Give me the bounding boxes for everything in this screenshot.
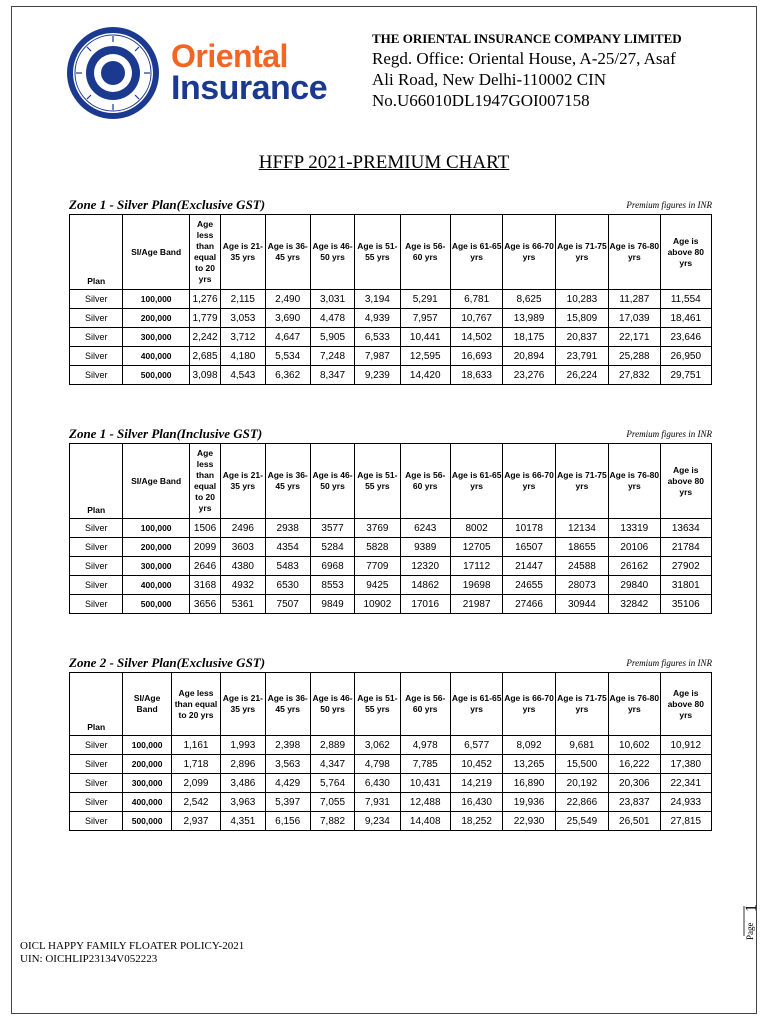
premium-cell: 5,291 [400, 290, 450, 309]
premium-cell: 13,989 [503, 309, 555, 328]
sum-insured-cell: 500,000 [123, 595, 190, 614]
column-header-age: Age is 66-70 yrs [503, 215, 555, 290]
column-header-age: Age is 46-50 yrs [310, 673, 354, 736]
policy-footer [20, 940, 244, 966]
premium-cell: 14,502 [450, 328, 502, 347]
premium-cell: 3,486 [221, 774, 265, 793]
column-header-age: Age is 36-45 yrs [265, 444, 310, 519]
premium-cell: 4,429 [265, 774, 310, 793]
premium-cell: 8,347 [310, 366, 354, 385]
premium-cell: 25,549 [555, 812, 608, 831]
premium-cell: 8553 [310, 576, 354, 595]
premium-cell: 27902 [660, 557, 711, 576]
premium-cell: 12,488 [400, 793, 450, 812]
currency-note: Premium figures in INR [626, 200, 712, 210]
premium-table [69, 443, 712, 614]
premium-cell: 23,646 [660, 328, 711, 347]
sum-insured-cell: 400,000 [123, 347, 190, 366]
premium-cell: 7,987 [355, 347, 400, 366]
premium-cell: 6,430 [355, 774, 400, 793]
brand-line-1: Oriental [171, 38, 288, 74]
table-row [70, 774, 712, 793]
premium-cell: 3168 [189, 576, 220, 595]
premium-cell: 14,219 [450, 774, 502, 793]
premium-cell: 8,625 [503, 290, 555, 309]
premium-cell: 9389 [400, 538, 450, 557]
premium-cell: 10,283 [555, 290, 608, 309]
premium-cell: 3,712 [221, 328, 265, 347]
premium-cell: 17,039 [609, 309, 660, 328]
column-header-age: Age is 66-70 yrs [503, 444, 555, 519]
company-info [372, 30, 722, 111]
column-header-age: Age is 36-45 yrs [265, 673, 310, 736]
premium-cell: 9849 [310, 595, 354, 614]
premium-cell: 20,306 [609, 774, 660, 793]
premium-cell: 4,939 [355, 309, 400, 328]
premium-cell: 20,837 [555, 328, 608, 347]
column-header-si: SI/Age Band [123, 673, 171, 736]
column-header-age: Age is 36-45 yrs [265, 215, 310, 290]
premium-cell: 26,950 [660, 347, 711, 366]
sum-insured-cell: 500,000 [123, 366, 190, 385]
plan-cell: Silver [70, 774, 123, 793]
premium-cell: 2,685 [189, 347, 220, 366]
column-header-age: Age is 51-55 yrs [355, 444, 400, 519]
plan-cell: Silver [70, 812, 123, 831]
premium-section [69, 657, 712, 831]
column-header-age: Age is 61-65 yrs [450, 444, 502, 519]
premium-cell: 29840 [609, 576, 660, 595]
column-header-age: Age is above 80 yrs [660, 215, 711, 290]
sum-insured-cell: 200,000 [123, 755, 171, 774]
premium-cell: 12320 [400, 557, 450, 576]
premium-cell: 6243 [400, 519, 450, 538]
column-header-age: Age is 56-60 yrs [400, 673, 450, 736]
premium-cell: 2646 [189, 557, 220, 576]
policy-name: OICL HAPPY FAMILY FLOATER POLICY-2021 [20, 940, 245, 952]
premium-cell: 6,781 [450, 290, 502, 309]
premium-cell: 6968 [310, 557, 354, 576]
premium-cell: 16,222 [609, 755, 660, 774]
premium-cell: 13634 [660, 519, 711, 538]
premium-cell: 3,194 [355, 290, 400, 309]
premium-section [69, 428, 712, 614]
plan-cell: Silver [70, 309, 123, 328]
premium-cell: 27,815 [660, 812, 711, 831]
premium-cell: 8002 [450, 519, 502, 538]
premium-cell: 4380 [221, 557, 265, 576]
column-header-age: Age is 76-80 yrs [609, 444, 660, 519]
premium-cell: 6,156 [265, 812, 310, 831]
premium-cell: 7,785 [400, 755, 450, 774]
column-header-plan: Plan [70, 673, 123, 736]
premium-cell: 22,341 [660, 774, 711, 793]
column-header-age: Age is 21-35 yrs [221, 215, 265, 290]
premium-cell: 32842 [609, 595, 660, 614]
premium-cell: 4932 [221, 576, 265, 595]
column-header-plan: Plan [70, 444, 123, 519]
plan-cell: Silver [70, 736, 123, 755]
sum-insured-cell: 300,000 [123, 328, 190, 347]
table-row [70, 328, 712, 347]
table-row [70, 347, 712, 366]
premium-cell: 2099 [189, 538, 220, 557]
premium-cell: 3603 [221, 538, 265, 557]
premium-cell: 2938 [265, 519, 310, 538]
currency-note: Premium figures in INR [626, 658, 712, 668]
column-header-age: Age is 46-50 yrs [310, 444, 354, 519]
premium-cell: 7,931 [355, 793, 400, 812]
premium-cell: 4,647 [265, 328, 310, 347]
table-row [70, 736, 712, 755]
premium-cell: 2,896 [221, 755, 265, 774]
premium-cell: 2,889 [310, 736, 354, 755]
premium-cell: 18,461 [660, 309, 711, 328]
currency-note: Premium figures in INR [626, 429, 712, 439]
plan-cell: Silver [70, 595, 123, 614]
premium-cell: 21784 [660, 538, 711, 557]
premium-cell: 10,912 [660, 736, 711, 755]
premium-cell: 18,252 [450, 812, 502, 831]
premium-cell: 13319 [609, 519, 660, 538]
premium-cell: 4,180 [221, 347, 265, 366]
page-number: 1 [743, 904, 760, 912]
premium-cell: 4354 [265, 538, 310, 557]
premium-cell: 5284 [310, 538, 354, 557]
plan-cell: Silver [70, 576, 123, 595]
premium-cell: 5361 [221, 595, 265, 614]
address-line: No.U66010DL1947GOI007158 [372, 91, 590, 110]
premium-cell: 7507 [265, 595, 310, 614]
plan-cell: Silver [70, 290, 123, 309]
table-row [70, 557, 712, 576]
sum-insured-cell: 300,000 [123, 774, 171, 793]
premium-cell: 2,398 [265, 736, 310, 755]
premium-cell: 16,693 [450, 347, 502, 366]
premium-cell: 8,092 [503, 736, 555, 755]
document-title: HFFP 2021-PREMIUM CHART [258, 152, 510, 173]
premium-cell: 20106 [609, 538, 660, 557]
policy-uin: UIN: OICHLIP23134V052223 [20, 953, 158, 965]
column-header-age: Age is 21-35 yrs [221, 444, 265, 519]
premium-cell: 26162 [609, 557, 660, 576]
premium-cell: 2496 [221, 519, 265, 538]
premium-cell: 26,501 [609, 812, 660, 831]
plan-cell: Silver [70, 347, 123, 366]
premium-cell: 11,554 [660, 290, 711, 309]
premium-cell: 28073 [555, 576, 608, 595]
column-header-si: SI/Age Band [123, 215, 190, 290]
premium-cell: 10,602 [609, 736, 660, 755]
premium-cell: 5828 [355, 538, 400, 557]
plan-cell: Silver [70, 519, 123, 538]
premium-cell: 16507 [503, 538, 555, 557]
column-header-age: Age is 71-75 yrs [555, 444, 608, 519]
premium-cell: 16,890 [503, 774, 555, 793]
premium-cell: 6,533 [355, 328, 400, 347]
premium-cell: 7,055 [310, 793, 354, 812]
premium-cell: 20,894 [503, 347, 555, 366]
premium-cell: 2,490 [265, 290, 310, 309]
premium-cell: 7,248 [310, 347, 354, 366]
sum-insured-cell: 100,000 [123, 736, 171, 755]
premium-cell: 3,098 [189, 366, 220, 385]
column-header-si: SI/Age Band [123, 444, 190, 519]
premium-cell: 10,431 [400, 774, 450, 793]
premium-cell: 4,978 [400, 736, 450, 755]
premium-cell: 22,866 [555, 793, 608, 812]
premium-cell: 1506 [189, 519, 220, 538]
plan-cell: Silver [70, 793, 123, 812]
table-row [70, 366, 712, 385]
premium-cell: 5,905 [310, 328, 354, 347]
premium-section [69, 199, 712, 385]
section-title: Zone 2 - Silver Plan(Exclusive GST) [69, 655, 266, 670]
section-title: Zone 1 - Silver Plan(Exclusive GST) [69, 197, 266, 212]
address-line: Ali Road, New Delhi-110002 CIN [372, 70, 607, 89]
premium-cell: 4,798 [355, 755, 400, 774]
premium-cell: 15,809 [555, 309, 608, 328]
premium-cell: 4,478 [310, 309, 354, 328]
table-row [70, 576, 712, 595]
premium-cell: 12705 [450, 538, 502, 557]
premium-cell: 7709 [355, 557, 400, 576]
premium-cell: 1,276 [189, 290, 220, 309]
column-header-age: Age is 71-75 yrs [555, 673, 608, 736]
premium-cell: 2,242 [189, 328, 220, 347]
sum-insured-cell: 300,000 [123, 557, 190, 576]
sum-insured-cell: 400,000 [123, 576, 190, 595]
premium-cell: 2,099 [171, 774, 220, 793]
premium-cell: 6530 [265, 576, 310, 595]
column-header-age: Age is 51-55 yrs [355, 215, 400, 290]
premium-cell: 14,420 [400, 366, 450, 385]
premium-cell: 3656 [189, 595, 220, 614]
premium-cell: 7,882 [310, 812, 354, 831]
column-header-age: Age is 56-60 yrs [400, 215, 450, 290]
premium-cell: 21447 [503, 557, 555, 576]
plan-cell: Silver [70, 557, 123, 576]
table-row [70, 538, 712, 557]
premium-cell: 22,930 [503, 812, 555, 831]
premium-cell: 3,563 [265, 755, 310, 774]
column-header-age: Age is 61-65 yrs [450, 215, 502, 290]
premium-cell: 5483 [265, 557, 310, 576]
table-row [70, 290, 712, 309]
premium-cell: 14862 [400, 576, 450, 595]
sum-insured-cell: 200,000 [123, 538, 190, 557]
premium-cell: 3,690 [265, 309, 310, 328]
premium-cell: 16,430 [450, 793, 502, 812]
premium-cell: 27466 [503, 595, 555, 614]
premium-cell: 3769 [355, 519, 400, 538]
premium-cell: 11,287 [609, 290, 660, 309]
premium-cell: 6,577 [450, 736, 502, 755]
premium-cell: 19698 [450, 576, 502, 595]
sum-insured-cell: 500,000 [123, 812, 171, 831]
column-header-plan: Plan [70, 215, 123, 290]
premium-cell: 19,936 [503, 793, 555, 812]
premium-cell: 17,380 [660, 755, 711, 774]
premium-cell: 23,276 [503, 366, 555, 385]
premium-cell: 29,751 [660, 366, 711, 385]
sum-insured-cell: 100,000 [123, 290, 190, 309]
sum-insured-cell: 400,000 [123, 793, 171, 812]
table-row [70, 793, 712, 812]
column-header-age: Age is 76-80 yrs [609, 215, 660, 290]
premium-cell: 24655 [503, 576, 555, 595]
page-number-marker [738, 900, 758, 950]
premium-cell: 20,192 [555, 774, 608, 793]
premium-cell: 22,171 [609, 328, 660, 347]
column-header-age: Age is 21-35 yrs [221, 673, 265, 736]
premium-cell: 9,239 [355, 366, 400, 385]
premium-cell: 1,718 [171, 755, 220, 774]
premium-cell: 2,115 [221, 290, 265, 309]
plan-cell: Silver [70, 538, 123, 557]
premium-cell: 1,779 [189, 309, 220, 328]
premium-cell: 5,764 [310, 774, 354, 793]
premium-cell: 4,347 [310, 755, 354, 774]
brand-wordmark [171, 38, 328, 107]
premium-cell: 24,933 [660, 793, 711, 812]
company-name: THE ORIENTAL INSURANCE COMPANY LIMITED [372, 31, 682, 46]
column-header-age: Age less than equal to 20 yrs [171, 673, 220, 736]
column-header-age: Age less than equal to 20 yrs [189, 215, 220, 290]
premium-cell: 12134 [555, 519, 608, 538]
table-row [70, 519, 712, 538]
sum-insured-cell: 200,000 [123, 309, 190, 328]
premium-cell: 9425 [355, 576, 400, 595]
premium-cell: 4,543 [221, 366, 265, 385]
column-header-age: Age is 56-60 yrs [400, 444, 450, 519]
premium-cell: 31801 [660, 576, 711, 595]
premium-cell: 3,062 [355, 736, 400, 755]
column-header-age: Age is above 80 yrs [660, 673, 711, 736]
premium-cell: 9,681 [555, 736, 608, 755]
sum-insured-cell: 100,000 [123, 519, 190, 538]
plan-cell: Silver [70, 755, 123, 774]
premium-cell: 21987 [450, 595, 502, 614]
company-seal-logo [66, 26, 160, 120]
premium-table [69, 672, 712, 831]
table-row [70, 755, 712, 774]
premium-cell: 13,265 [503, 755, 555, 774]
premium-cell: 3,031 [310, 290, 354, 309]
premium-cell: 7,957 [400, 309, 450, 328]
premium-cell: 3,963 [221, 793, 265, 812]
premium-table [69, 214, 712, 385]
premium-cell: 18,633 [450, 366, 502, 385]
column-header-age: Age is 46-50 yrs [310, 215, 354, 290]
premium-cell: 5,397 [265, 793, 310, 812]
section-title: Zone 1 - Silver Plan(Inclusive GST) [69, 426, 263, 441]
premium-cell: 5,534 [265, 347, 310, 366]
premium-cell: 10902 [355, 595, 400, 614]
premium-cell: 27,832 [609, 366, 660, 385]
column-header-age: Age is 51-55 yrs [355, 673, 400, 736]
plan-cell: Silver [70, 366, 123, 385]
premium-cell: 15,500 [555, 755, 608, 774]
document-title-wrap [0, 152, 768, 174]
premium-cell: 2,542 [171, 793, 220, 812]
brand-line-2: Insurance [171, 69, 328, 107]
plan-cell: Silver [70, 328, 123, 347]
premium-cell: 23,837 [609, 793, 660, 812]
column-header-age: Age is 71-75 yrs [555, 215, 608, 290]
premium-cell: 30944 [555, 595, 608, 614]
premium-cell: 6,362 [265, 366, 310, 385]
premium-cell: 18655 [555, 538, 608, 557]
premium-cell: 1,161 [171, 736, 220, 755]
premium-cell: 17112 [450, 557, 502, 576]
premium-cell: 10,452 [450, 755, 502, 774]
premium-cell: 24588 [555, 557, 608, 576]
table-row [70, 595, 712, 614]
column-header-age: Age less than equal to 20 yrs [189, 444, 220, 519]
address-line: Regd. Office: Oriental House, A-25/27, Asaf [372, 49, 676, 68]
page-label: Page [745, 922, 755, 940]
premium-cell: 23,791 [555, 347, 608, 366]
premium-cell: 35106 [660, 595, 711, 614]
premium-cell: 17016 [400, 595, 450, 614]
premium-cell: 3,053 [221, 309, 265, 328]
column-header-age: Age is above 80 yrs [660, 444, 711, 519]
premium-cell: 9,234 [355, 812, 400, 831]
premium-cell: 25,288 [609, 347, 660, 366]
premium-cell: 12,595 [400, 347, 450, 366]
table-row [70, 812, 712, 831]
premium-cell: 18,175 [503, 328, 555, 347]
premium-cell: 3577 [310, 519, 354, 538]
premium-cell: 10,441 [400, 328, 450, 347]
premium-cell: 4,351 [221, 812, 265, 831]
premium-cell: 26,224 [555, 366, 608, 385]
premium-cell: 1,993 [221, 736, 265, 755]
column-header-age: Age is 66-70 yrs [503, 673, 555, 736]
premium-cell: 10,767 [450, 309, 502, 328]
column-header-age: Age is 61-65 yrs [450, 673, 502, 736]
premium-cell: 14,408 [400, 812, 450, 831]
column-header-age: Age is 76-80 yrs [609, 673, 660, 736]
premium-cell: 10178 [503, 519, 555, 538]
premium-cell: 2,937 [171, 812, 220, 831]
table-row [70, 309, 712, 328]
